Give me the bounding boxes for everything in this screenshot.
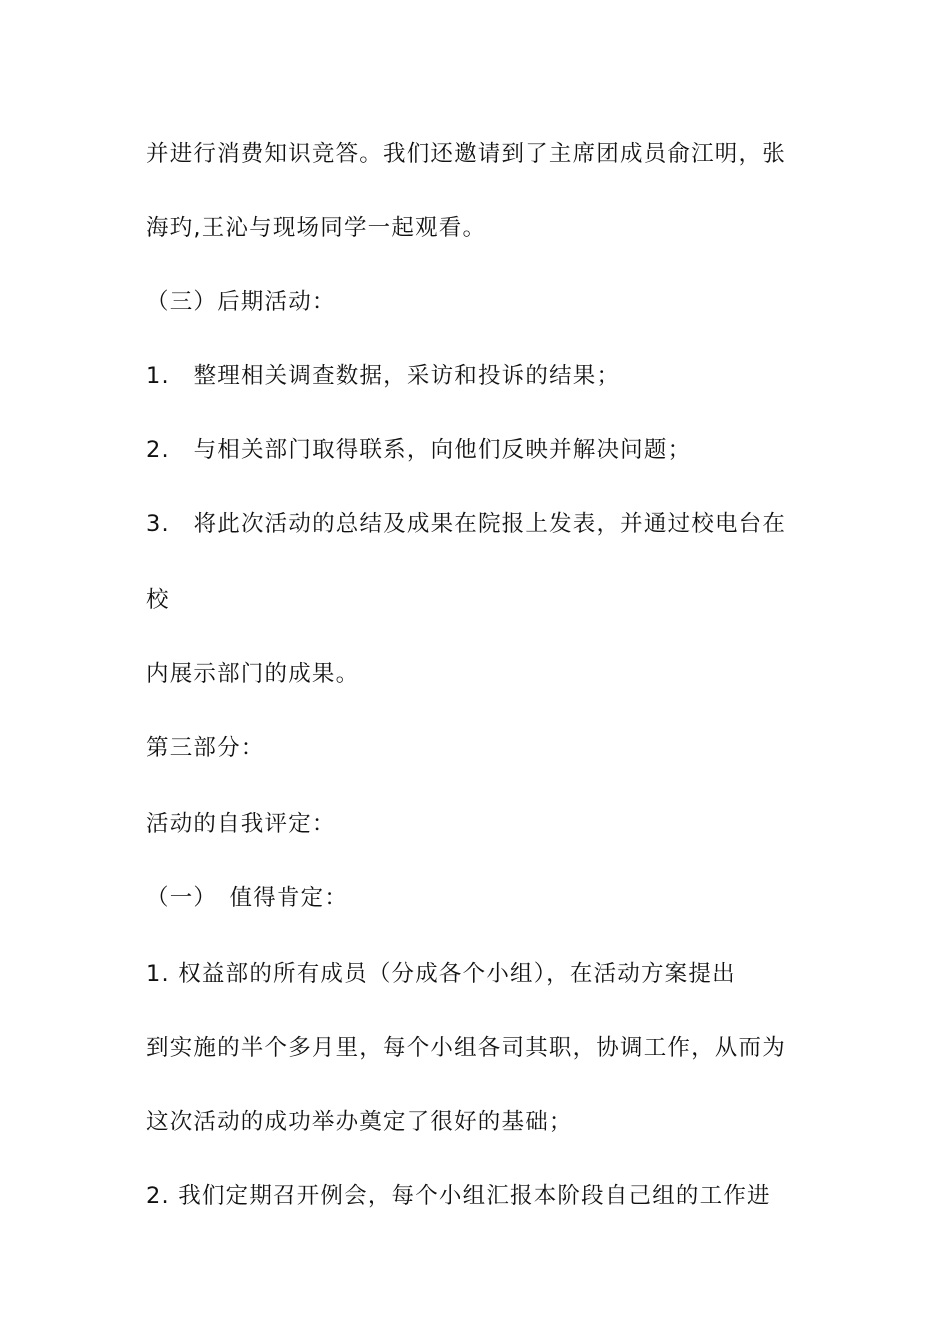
section-heading: （三）后期活动： — [146, 289, 336, 315]
text-line: 内展示部门的成果。 — [146, 661, 360, 687]
text-line: 海玓,王沁与现场同学一起观看。 — [146, 215, 487, 241]
part-heading: 第三部分： — [146, 735, 265, 761]
subsection-heading: （一） 值得肯定： — [146, 885, 349, 911]
list-item: 3. 将此次活动的总结及成果在院报上发表，并通过校电台在 — [146, 511, 787, 537]
text-line: 并进行消费知识竞答。我们还邀请到了主席团成员俞江明，张 — [146, 141, 786, 167]
text-line: 到实施的半个多月里，每个小组各司其职，协调工作，从而为 — [146, 1035, 786, 1061]
list-item: 2. 与相关部门取得联系，向他们反映并解决问题； — [146, 437, 692, 463]
list-item: 2. 我们定期召开例会，每个小组汇报本阶段自己组的工作进 — [146, 1183, 771, 1209]
text-line: 这次活动的成功举办奠定了很好的基础； — [146, 1109, 573, 1135]
list-item: 1. 权益部的所有成员（分成各个小组），在活动方案提出 — [146, 961, 736, 987]
text-line: 校 — [146, 587, 170, 613]
list-item: 1. 整理相关调查数据，采访和投诉的结果； — [146, 363, 621, 389]
section-heading: 活动的自我评定： — [146, 811, 336, 837]
